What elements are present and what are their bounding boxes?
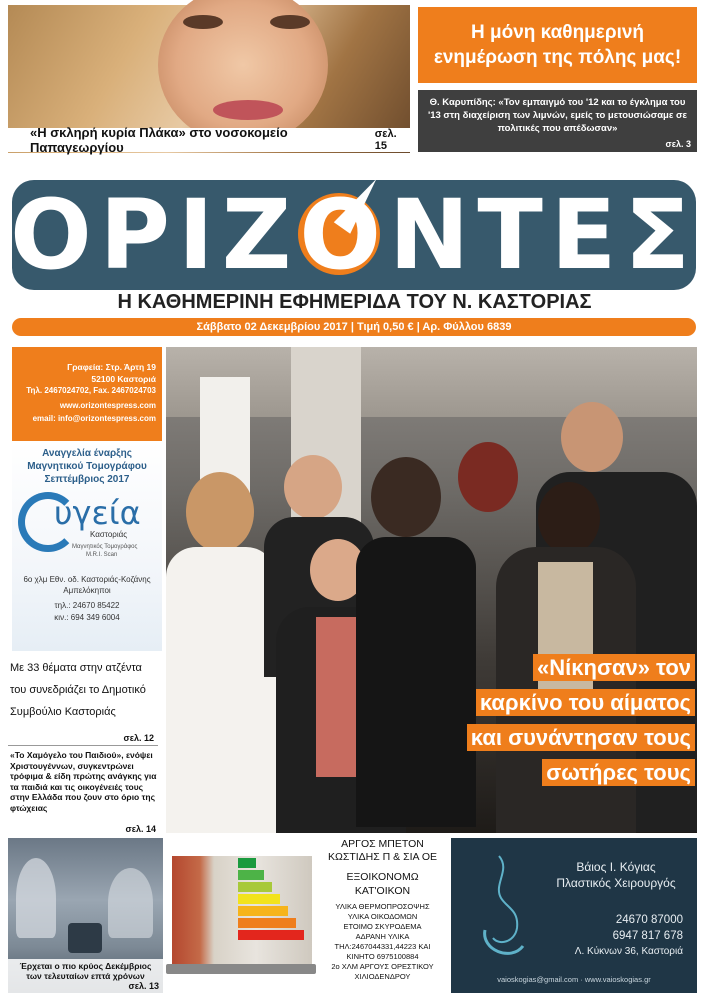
contact-phone: Τηλ. 2467024702, Fax. 2467024703	[26, 386, 156, 395]
charity-story-text: «Το Χαμόγελο του Παιδιού», ενόψει Χριστουγέννων, συγκεντρώνει τρόφιμα & είδη πρώτης ανάγκης για τα παιδιά και τις οικογένειές τους στην Ελλάδα που ζουν στο όριο της φτώχειας	[10, 750, 157, 813]
snow-story-photo[interactable]	[8, 838, 163, 993]
argos-line-2: ΥΛΙΚΑ ΟΙΚΟΔΟΜΩΝ	[347, 912, 418, 921]
argos-line-1: ΥΛΙΚΑ ΘΕΡΜΟΠΡΟΣΟΨΗΣ	[335, 902, 430, 911]
surgeon-phone-2: 6947 817 678	[612, 930, 683, 942]
surgeon-title: Πλαστικός Χειρουργός	[556, 876, 676, 890]
council-story[interactable]	[8, 655, 158, 743]
masthead-title[interactable]: ΟΡΙΖΟΝΤΕΣ	[10, 179, 698, 291]
ygeia-headline-2: Μαγνητικού Τομογράφου	[27, 461, 147, 472]
council-story-text: Με 33 θέματα στην ατζέντα του συνεδριάζει το Δημοτικό Συμβούλιο Καστοριάς	[10, 662, 146, 718]
ygeia-tagline-2: M.R.I. Scan	[86, 552, 118, 558]
energy-bar	[238, 918, 296, 928]
surgeon-ad[interactable]	[451, 838, 697, 993]
quote-story-text: Θ. Καρυπίδης: «Τον εμπαιγμό του '12 και το έγκλημα του '13 στη διαχείριση των λιμνών, εμείς το μετουσιώσαμε σε πολιτικές που απέδωσαν»	[427, 97, 688, 134]
argos-line-3: ΕΤΟΙΜΟ ΣΚΥΡΟΔΕΜΑ	[343, 922, 422, 931]
surgeon-logo-icon	[471, 850, 531, 970]
charity-story[interactable]	[8, 750, 160, 834]
ygeia-mobile: κιν.: 694 349 6004	[54, 613, 120, 622]
quote-story-box[interactable]	[418, 90, 697, 152]
argos-ground	[166, 964, 316, 974]
person-blonde-body	[166, 547, 276, 833]
tram	[68, 923, 102, 953]
quote-story-page-ref: σελ. 3	[665, 139, 691, 149]
snow-tree	[108, 868, 153, 938]
energy-bar	[238, 858, 256, 868]
contact-email[interactable]: email: info@orizontespress.com	[32, 414, 156, 423]
argos-ad[interactable]	[166, 838, 449, 993]
contact-office: Γραφεία: Στρ. Άρτη 19	[67, 362, 156, 372]
person-man	[284, 455, 342, 519]
masthead-subtitle: Η ΚΑΘΗΜΕΡΙΝΗ ΕΦΗΜΕΡΙΔΑ ΤΟΥ Ν. ΚΑΣΤΟΡΙΑΣ	[117, 291, 592, 313]
snow-story-page-ref: σελ. 13	[128, 981, 159, 991]
snow-tree	[16, 858, 56, 938]
surgeon-name: Βάιος Ι. Κόγιας	[576, 860, 656, 874]
contact-postal: 52100 Καστοριά	[91, 374, 156, 384]
ygeia-brand-sub: Καστοριάς	[90, 530, 128, 539]
argos-address-2: ΧΙΛΙΟΔΕΝΔΡΟΥ	[354, 972, 411, 981]
charity-story-page-ref: σελ. 14	[125, 824, 156, 834]
ygeia-phone: τηλ.: 24670 85422	[54, 601, 120, 610]
snow-story-text: Έρχεται ο πιο κρύος Δεκέμβριος των τελευταίων επτά χρόνων	[19, 961, 152, 981]
argos-slogan-1: ΕΞΟΙΚΟΝΟΜΩ	[346, 871, 419, 883]
energy-bar	[238, 906, 288, 916]
argos-slogan-2: ΚΑΤ'ΟΙΚΟΝ	[354, 885, 411, 897]
ygeia-address-2: Αμπελόκηποι	[63, 586, 111, 595]
argos-address-1: 2ο ΧΛΜ ΑΡΓΟΥΣ ΟΡΕΣΤΙΚΟΥ	[331, 962, 434, 971]
divider-left-1	[8, 745, 158, 746]
ygeia-headline-1: Αναγγελία έναρξης	[42, 448, 132, 459]
ygeia-address-1: 6ο χλμ Εθν. οδ. Καστοριάς-Κοζάνης	[23, 575, 151, 584]
promo-text: Η μόνη καθημερινή ενημέρωση της πόλης μας!	[433, 22, 682, 68]
ygeia-tagline-1: Μαγνητικός Τομογράφος	[72, 544, 138, 550]
top-story-caption-bar[interactable]	[8, 125, 410, 155]
ygeia-ad[interactable]	[12, 441, 162, 651]
argos-phone: ΤΗΛ:2467044331,44223 ΚΑΙ	[334, 942, 431, 951]
contact-web[interactable]: www.orizontespress.com	[59, 401, 156, 410]
council-story-page-ref: σελ. 12	[123, 733, 154, 743]
argos-company-2: ΚΩΣΤΙΔΗΣ Π & ΣΙΑ ΟΕ	[327, 851, 438, 863]
ygeia-brand: υγεία	[54, 494, 141, 532]
ygeia-headline-3: Σεπτέμβριος 2017	[44, 474, 130, 485]
person-blonde	[186, 472, 254, 552]
argos-mobile: ΚΙΝΗΤΟ 6975100884	[346, 952, 419, 961]
snow-story-caption	[8, 959, 163, 993]
main-story-headline-text: «Νίκησαν» τον καρκίνο του αίματος και συνάντησαν τους σωτήρες τους	[467, 654, 695, 786]
energy-bar	[238, 930, 304, 940]
surgeon-footer[interactable]: vaioskogias@gmail.com · www.vaioskogias.gr	[497, 975, 651, 984]
argos-line-4: ΑΔΡΑΝΗ ΥΛΙΚΑ	[355, 932, 410, 941]
energy-bar	[238, 894, 280, 904]
person-girl	[538, 482, 600, 554]
surgeon-phone-1: 24670 87000	[615, 914, 683, 926]
person-woman-red	[458, 442, 518, 512]
energy-bar	[238, 882, 272, 892]
surgeon-address: Λ. Κύκνων 36, Καστοριά	[574, 946, 683, 957]
person-man-right	[561, 402, 623, 472]
top-story-caption: «Η σκληρή κυρία Πλάκα» στο νοσοκομείο Παπαγεωργίου	[30, 125, 288, 155]
person-woman-dark	[371, 457, 441, 537]
promo-box	[418, 7, 697, 83]
dateline: Σάββατο 02 Δεκεμβρίου 2017 | Τιμή 0,50 € | Αρ. Φύλλου 6839	[12, 318, 696, 336]
energy-bar	[238, 870, 264, 880]
contact-box	[12, 347, 162, 441]
main-story-headline[interactable]	[455, 650, 695, 790]
top-story-page-ref: σελ. 15	[374, 128, 397, 152]
argos-company-1: ΑΡΓΟΣ ΜΠΕΤΟΝ	[341, 838, 424, 850]
